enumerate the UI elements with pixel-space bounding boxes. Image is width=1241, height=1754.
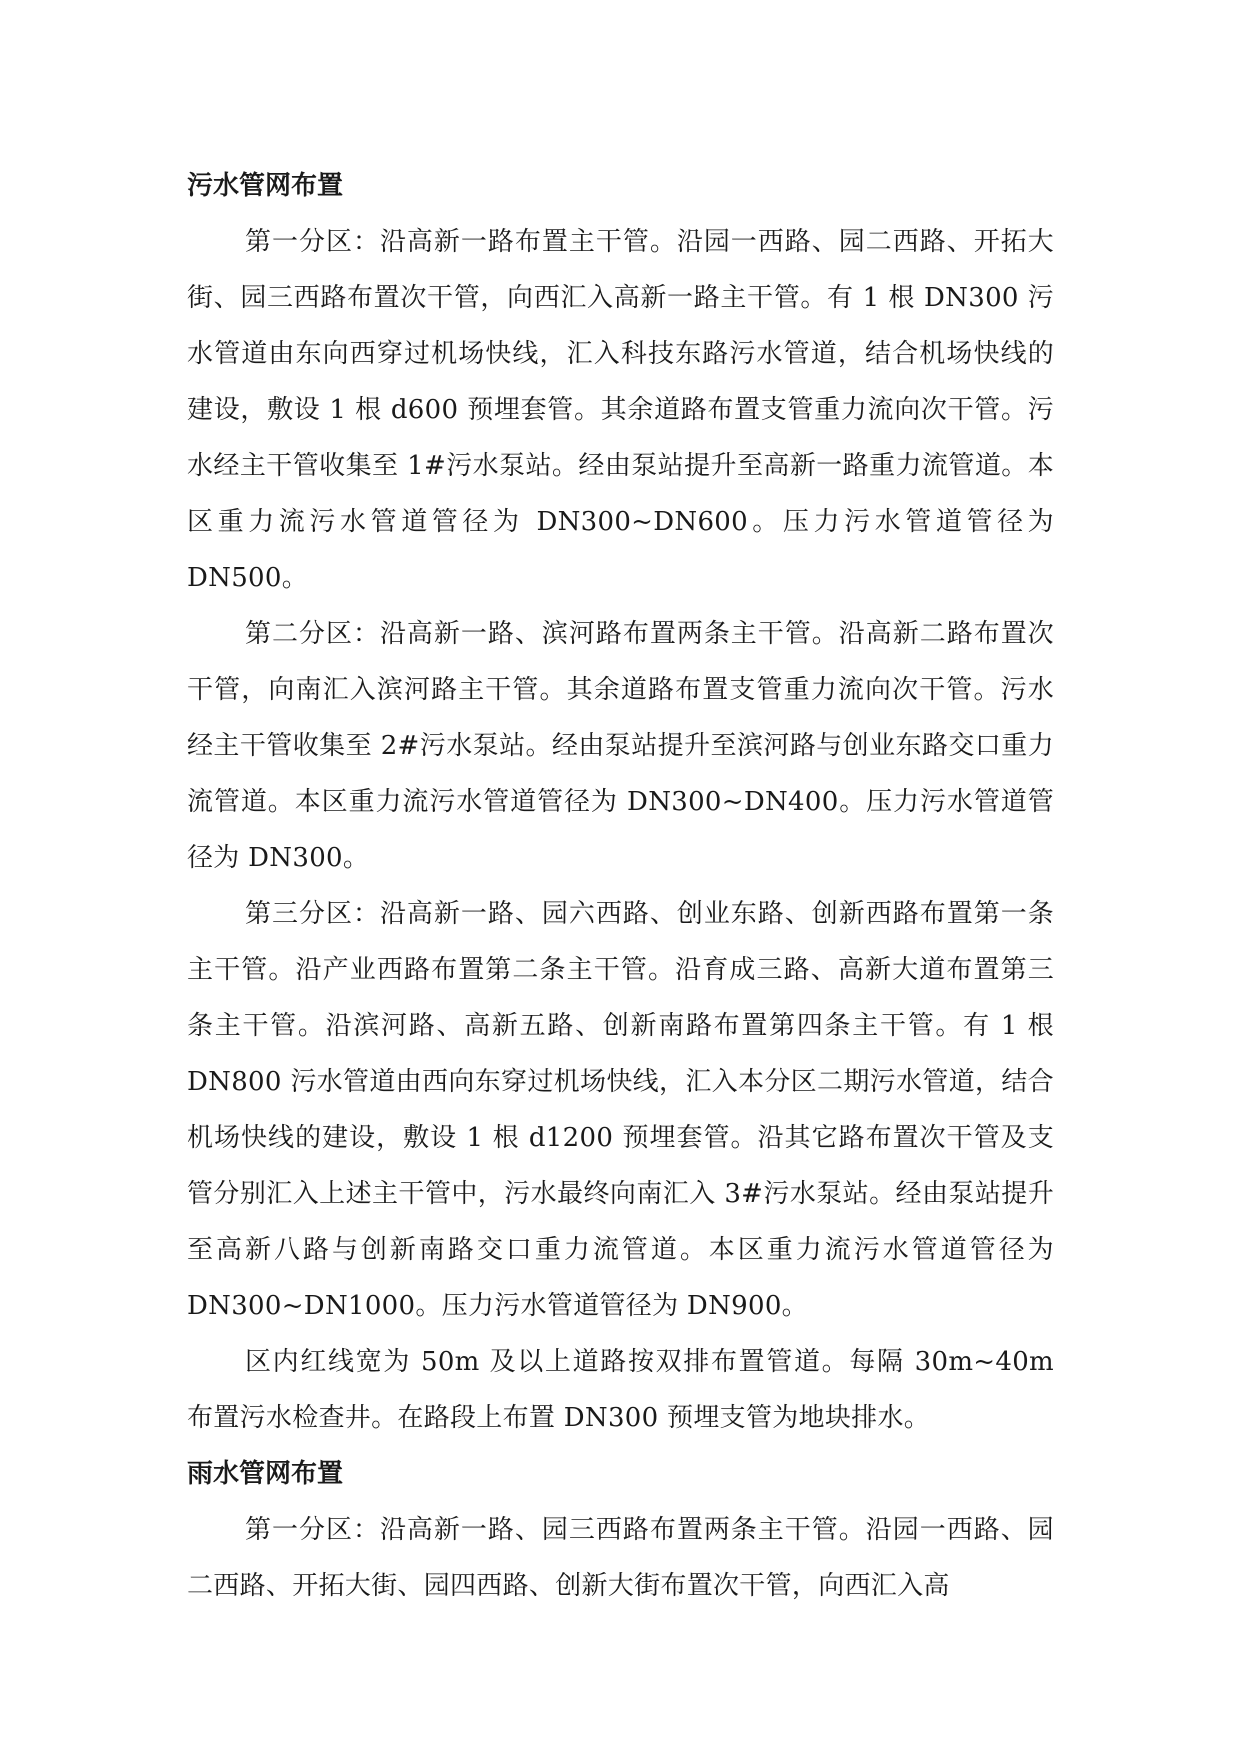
paragraph-layout-rules: 区内红线宽为 50m 及以上道路按双排布置管道。每隔 30m~40m 布置污水检查井。在路段上布置 DN300 预埋支管为地块排水。: [187, 1347, 1054, 1433]
document-page: [187, 158, 1054, 1614]
paragraph-zone-3: 第三分区：沿高新一路、园六西路、创业东路、创新西路布置第一条主干管。沿产业西路布置第二条主干管。沿育成三路、高新大道布置第三条主干管。沿滨河路、高新五路、创新南路布置第四条主干管。有 1 根 DN800 污水管道由西向东穿过机场快线，汇入本分区二期污水管道，结合机场快线的建设，敷设 1 根 d1200 预埋套管。沿其它路布置次干管及支管分别汇入上述主干管中，污水最终向南汇入 3#污水泵站。经由泵站提升至高新八路与创新南路交口重力流管道。本区重力流污水管道管径为 DN300~DN1000。压力污水管道管径为 DN900。: [187, 899, 1054, 1321]
paragraph-rain-zone-1: 第一分区：沿高新一路、园三西路布置两条主干管。沿园一西路、园二西路、开拓大街、园四西路、创新大街布置次干管，向西汇入高: [187, 1515, 1054, 1601]
paragraph-zone-2: 第二分区：沿高新一路、滨河路布置两条主干管。沿高新二路布置次干管，向南汇入滨河路主干管。其余道路布置支管重力流向次干管。污水经主干管收集至 2#污水泵站。经由泵站提升至滨河路与创业东路交口重力流管道。本区重力流污水管道管径为 DN300~DN400。压力污水管道管径为 DN300。: [187, 619, 1054, 873]
paragraph-zone-1: 第一分区：沿高新一路布置主干管。沿园一西路、园二西路、开拓大街、园三西路布置次干管，向西汇入高新一路主干管。有 1 根 DN300 污水管道由东向西穿过机场快线，汇入科技东路污水管道，结合机场快线的建设，敷设 1 根 d600 预埋套管。其余道路布置支管重力流向次干管。污水经主干管收集至 1#污水泵站。经由泵站提升至高新一路重力流管道。本区重力流污水管道管径为 DN300~DN600。压力污水管道管径为 DN500。: [187, 227, 1054, 593]
section-heading-rainwater: 雨水管网布置: [187, 1459, 344, 1489]
section-heading-sewage: 污水管网布置: [187, 171, 344, 201]
